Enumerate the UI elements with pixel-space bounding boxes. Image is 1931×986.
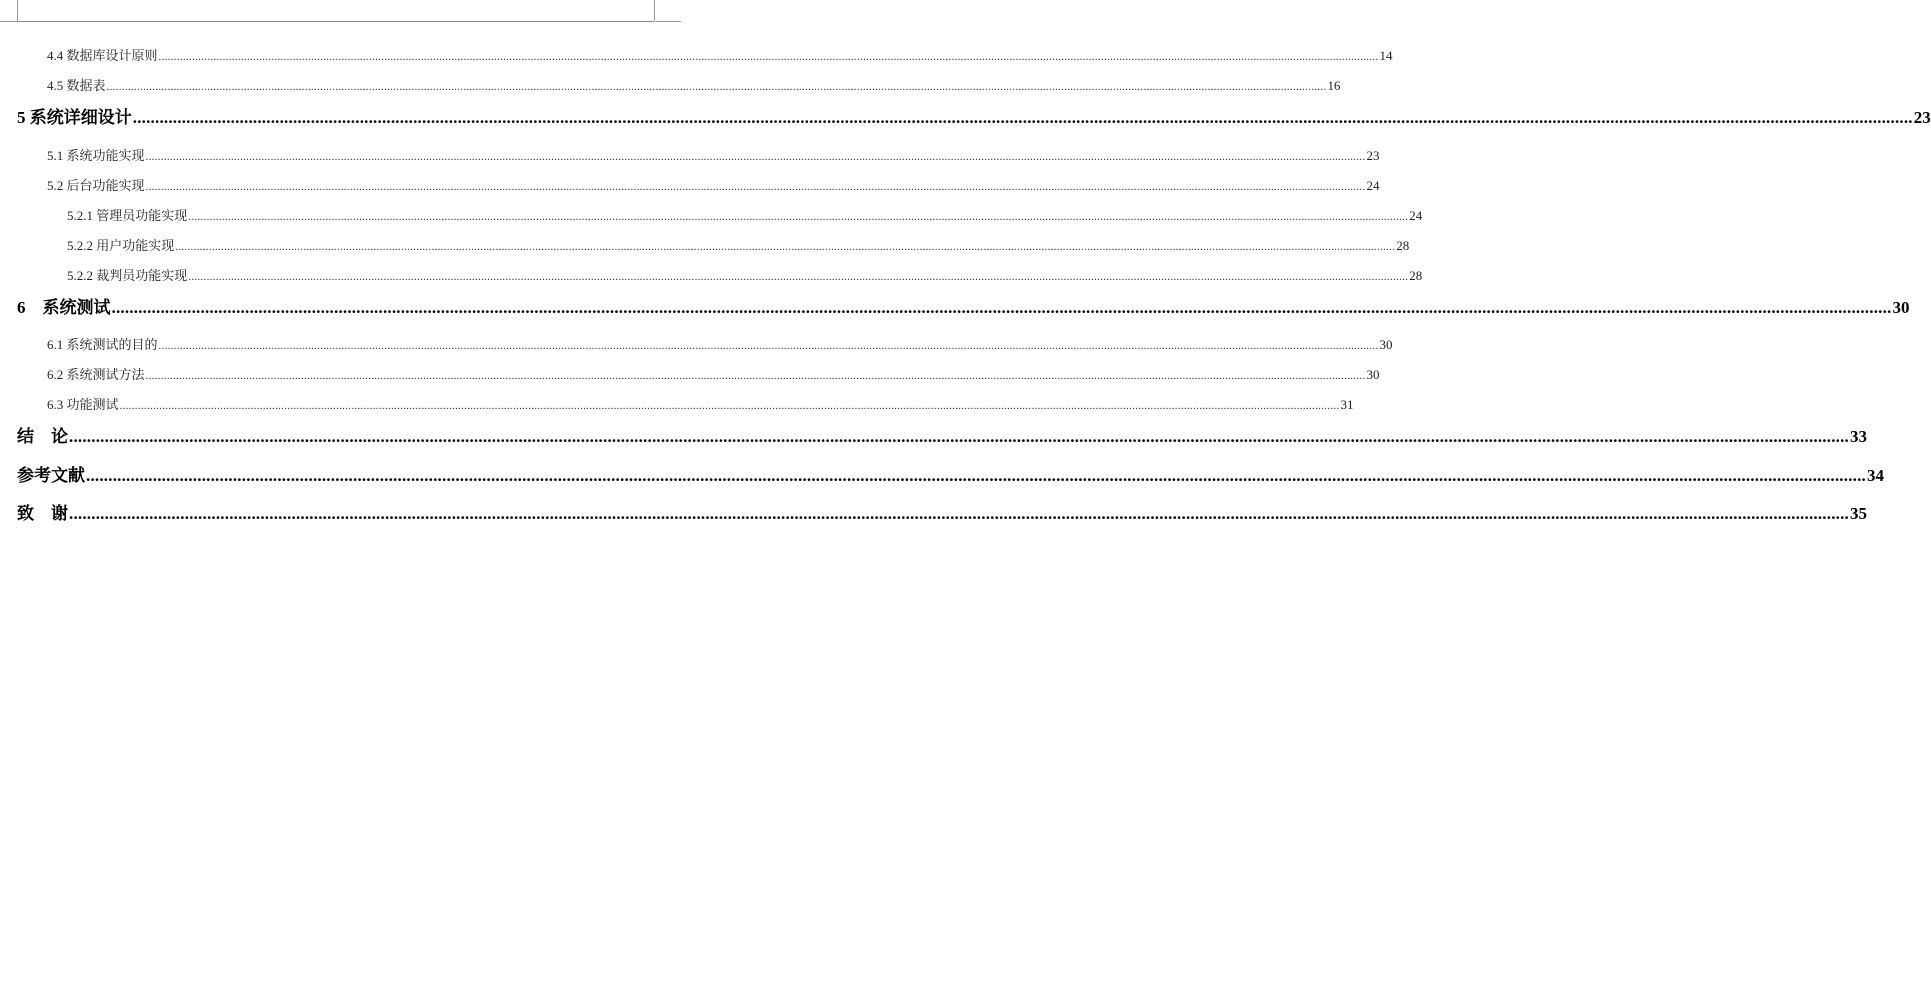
dot-leader: ................................................................................................................................................................................................................................................................................................................................................................................................................: [145, 181, 1366, 193]
dot-leader: ................................................................................................................................................................................................................................................................................................................................................................................................................: [132, 108, 1913, 127]
toc-entry-page: 34: [1867, 466, 1884, 485]
toc-entry-page: 35: [1850, 504, 1867, 523]
crop-mark-top-left-vertical: [17, 0, 18, 21]
toc-entry-chapter-5[interactable]: [17, 103, 1931, 128]
crop-mark-top-right-horizontal: [655, 21, 681, 22]
toc-entry-label: 致 谢: [17, 504, 68, 523]
header-rule: [17, 21, 654, 22]
dot-leader: ................................................................................................................................................................................................................................................................................................................................................................................................................: [86, 466, 1866, 485]
toc-entry-label: 4.5 数据表: [47, 78, 106, 93]
toc-entry-page: 24: [1366, 178, 1380, 193]
dot-leader: ................................................................................................................................................................................................................................................................................................................................................................................................................: [158, 340, 1379, 352]
toc-entry-label: 5.1 系统功能实现: [47, 148, 145, 163]
toc-entry-label: 5 系统详细设计: [17, 108, 132, 127]
dot-leader: ................................................................................................................................................................................................................................................................................................................................................................................................................: [188, 211, 1409, 223]
toc-entry-6-1[interactable]: [47, 334, 1393, 353]
dot-leader: ................................................................................................................................................................................................................................................................................................................................................................................................................: [106, 81, 1327, 93]
dot-leader: ................................................................................................................................................................................................................................................................................................................................................................................................................: [145, 370, 1366, 382]
toc-entry-page: 30: [1379, 337, 1393, 352]
toc-entry-label: 参考文献: [17, 466, 85, 485]
toc-entry-page: 33: [1850, 427, 1867, 446]
toc-entry-label: 5.2.2 裁判员功能实现: [67, 268, 188, 283]
toc-entry-5-2-2-user[interactable]: [67, 235, 1410, 254]
toc-entry-references[interactable]: [17, 461, 1884, 486]
toc-entry-label: 6.3 功能测试: [47, 397, 119, 412]
dot-leader: ................................................................................................................................................................................................................................................................................................................................................................................................................: [69, 427, 1849, 446]
toc-entry-label: 5.2.1 管理员功能实现: [67, 208, 188, 223]
toc-entry-label: 4.4 数据库设计原则: [47, 48, 158, 63]
toc-entry-4-5[interactable]: [47, 75, 1341, 94]
toc-entry-label: 6 系统测试: [17, 298, 111, 317]
toc-entry-page: 14: [1379, 48, 1393, 63]
toc-entry-page: 16: [1327, 78, 1341, 93]
toc-entry-page: 23: [1913, 108, 1931, 127]
toc-entry-label: 6.2 系统测试方法: [47, 367, 145, 382]
toc-entry-6-2[interactable]: [47, 364, 1380, 383]
toc-entry-page: 28: [1409, 268, 1423, 283]
toc-entry-page: 31: [1340, 397, 1354, 412]
toc-entry-page: 30: [1366, 367, 1380, 382]
toc-entry-page: 23: [1366, 148, 1380, 163]
dot-leader: ................................................................................................................................................................................................................................................................................................................................................................................................................: [111, 298, 1892, 317]
toc-entry-5-1[interactable]: [47, 145, 1380, 164]
toc-entry-acknowledgements[interactable]: [17, 499, 1867, 524]
toc-entry-5-2-1[interactable]: [67, 205, 1423, 224]
crop-mark-top-left-horizontal: [0, 21, 17, 22]
dot-leader: ................................................................................................................................................................................................................................................................................................................................................................................................................: [158, 51, 1379, 63]
toc-entry-conclusion[interactable]: [17, 422, 1867, 447]
toc-entry-page: 28: [1396, 238, 1410, 253]
toc-entry-label: 结 论: [17, 427, 68, 446]
dot-leader: ................................................................................................................................................................................................................................................................................................................................................................................................................: [188, 271, 1409, 283]
crop-mark-top-right-vertical: [654, 0, 655, 21]
toc-entry-page: 30: [1892, 298, 1910, 317]
toc-entry-4-4[interactable]: [47, 45, 1393, 64]
toc-entry-chapter-6[interactable]: [17, 293, 1910, 318]
toc-entry-label: 6.1 系统测试的目的: [47, 337, 158, 352]
toc-entry-label: 5.2.2 用户功能实现: [67, 238, 175, 253]
dot-leader: ................................................................................................................................................................................................................................................................................................................................................................................................................: [119, 400, 1340, 412]
dot-leader: ................................................................................................................................................................................................................................................................................................................................................................................................................: [145, 151, 1366, 163]
dot-leader: ................................................................................................................................................................................................................................................................................................................................................................................................................: [175, 241, 1396, 253]
toc-entry-page: 24: [1409, 208, 1423, 223]
toc-entry-5-2[interactable]: [47, 175, 1380, 194]
toc-entry-5-2-2-referee[interactable]: [67, 265, 1423, 284]
toc-entry-6-3[interactable]: [47, 394, 1354, 413]
toc-entry-label: 5.2 后台功能实现: [47, 178, 145, 193]
dot-leader: ................................................................................................................................................................................................................................................................................................................................................................................................................: [69, 504, 1849, 523]
